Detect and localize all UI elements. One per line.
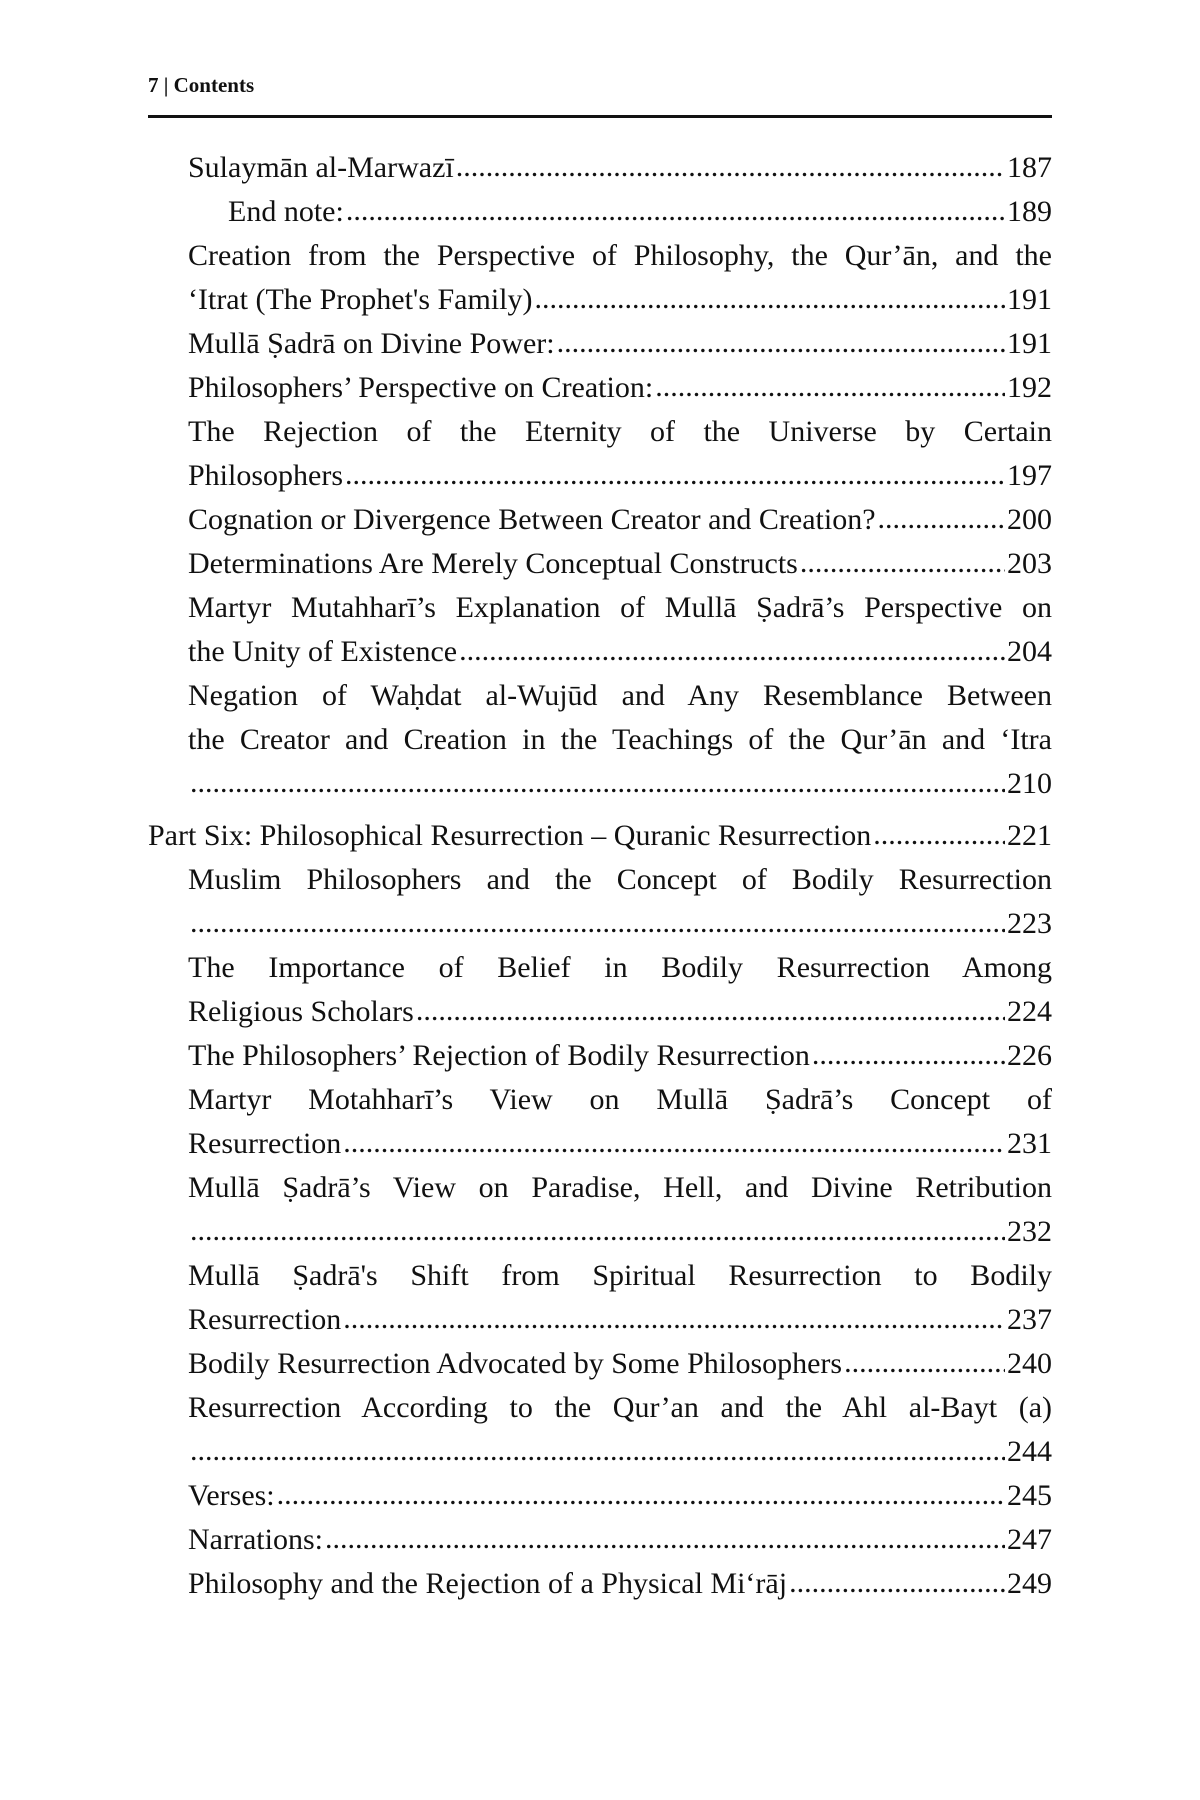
toc-entry-final-line: [188, 498, 1052, 542]
toc-entry-final-line: [188, 1034, 1052, 1078]
toc-entry-final-line: [188, 1298, 1052, 1342]
toc-page-number: 189: [1007, 195, 1052, 228]
toc-entry[interactable]: [148, 1474, 1052, 1518]
toc-entry-final-line: [148, 814, 1052, 858]
toc-entry-final-line: [188, 146, 1052, 190]
toc-entry-title-line: Muslim Philosophers and the Concept of Bodily Resurrection: [188, 863, 1052, 896]
toc-entry-title-line: Mullā Ṣadrā’s View on Paradise, Hell, and Divine Retribution: [188, 1171, 1052, 1204]
toc-page-number: 221: [1007, 819, 1052, 852]
toc-entry-title-line: The Rejection of the Eternity of the Universe by Certain: [188, 415, 1052, 448]
table-of-contents: [148, 146, 1052, 1606]
toc-page-number: 231: [1007, 1127, 1052, 1160]
dot-leader: [190, 761, 1005, 805]
toc-entry-title-line: Narrations:: [188, 1523, 323, 1556]
dot-leader: [325, 1517, 1005, 1561]
toc-entry[interactable]: [148, 1386, 1052, 1474]
dot-leader: [789, 1561, 1005, 1605]
toc-page-number: 223: [1007, 907, 1052, 940]
toc-entry-title-line: Religious Scholars: [188, 995, 414, 1028]
toc-entry-title-line: Mullā Ṣadrā on Divine Power:: [188, 327, 555, 360]
toc-entry-final-line: [188, 990, 1052, 1034]
toc-entry-final-line: [188, 542, 1052, 586]
toc-entry[interactable]: [148, 1562, 1052, 1606]
toc-page-number: 224: [1007, 995, 1052, 1028]
dot-leader: [343, 1297, 1005, 1341]
toc-entry-title-line: Martyr Motahharī’s View on Mullā Ṣadrā’s Concept of: [188, 1083, 1052, 1116]
dot-leader: [343, 1121, 1005, 1165]
toc-entry-final-line: [188, 366, 1052, 410]
toc-entry-final-line: [188, 1562, 1052, 1606]
toc-entry-title-line: ‘Itrat (The Prophet's Family): [188, 283, 533, 316]
toc-entry[interactable]: [148, 190, 1052, 234]
running-header: [148, 72, 1052, 118]
toc-entry-final-line: [188, 1342, 1052, 1386]
toc-page-number: 187: [1007, 151, 1052, 184]
toc-page-number: 210: [1007, 767, 1052, 800]
toc-entry-title-line: The Philosophers’ Rejection of Bodily Resurrection: [188, 1039, 810, 1072]
header-separator: |: [158, 73, 174, 97]
toc-entry-title-line: Negation of Waḥdat al-Wujūd and Any Resemblance Between: [188, 679, 1052, 712]
toc-entry-final-line: [188, 630, 1052, 674]
toc-entry[interactable]: [148, 498, 1052, 542]
toc-entry-title-line: Resurrection According to the Qur’an and the Ahl al-Bayt (a): [188, 1391, 1052, 1424]
toc-entry-title-line: Bodily Resurrection Advocated by Some Philosophers: [188, 1347, 843, 1380]
dot-leader: [190, 1209, 1005, 1253]
header-page-number: 7: [148, 73, 159, 97]
toc-entry[interactable]: [148, 586, 1052, 674]
toc-entry-final-line: [188, 902, 1052, 946]
toc-page-number: 247: [1007, 1523, 1052, 1556]
toc-entry[interactable]: [148, 410, 1052, 498]
dot-leader: [416, 989, 1005, 1033]
toc-page-number: 249: [1007, 1567, 1052, 1600]
toc-entry-final-line: [188, 1210, 1052, 1254]
toc-page-number: 200: [1007, 503, 1052, 536]
dot-leader: [535, 277, 1006, 321]
toc-entry[interactable]: [148, 1518, 1052, 1562]
toc-entry-title-line: The Importance of Belief in Bodily Resurrection Among: [188, 951, 1052, 984]
toc-entry[interactable]: [148, 322, 1052, 366]
toc-entry-final-line: [188, 278, 1052, 322]
toc-entry-final-line: [188, 1430, 1052, 1474]
toc-entry-final-line: [188, 762, 1052, 806]
dot-leader: [459, 629, 1005, 673]
dot-leader: [346, 189, 1005, 233]
dot-leader: [844, 1341, 1005, 1385]
dot-leader: [878, 497, 1005, 541]
toc-entry[interactable]: [148, 814, 1052, 858]
toc-entry-title-line: Mullā Ṣadrā's Shift from Spiritual Resurrection to Bodily: [188, 1259, 1052, 1292]
toc-page-number: 226: [1007, 1039, 1052, 1072]
toc-page-number: 192: [1007, 371, 1052, 404]
toc-entry[interactable]: [148, 1342, 1052, 1386]
toc-entry[interactable]: [148, 234, 1052, 322]
dot-leader: [345, 453, 1005, 497]
toc-page-number: 232: [1007, 1215, 1052, 1248]
toc-entry-title-line: Resurrection: [188, 1127, 342, 1160]
toc-entry-final-line: [188, 454, 1052, 498]
toc-entry-final-line: [228, 190, 1052, 234]
toc-page-number: 191: [1007, 327, 1052, 360]
dot-leader: [655, 365, 1005, 409]
dot-leader: [456, 145, 1005, 189]
toc-entry-title-line: Martyr Mutahharī’s Explanation of Mullā Ṣadrā’s Perspective on: [188, 591, 1052, 624]
toc-page-number: 203: [1007, 547, 1052, 580]
dot-leader: [190, 1429, 1005, 1473]
dot-leader: [812, 1033, 1005, 1077]
toc-entry-title-line: Philosophers’ Perspective on Creation:: [188, 371, 654, 404]
toc-page-number: 237: [1007, 1303, 1052, 1336]
toc-page-number: 240: [1007, 1347, 1052, 1380]
dot-leader: [873, 813, 1005, 857]
toc-page-number: 197: [1007, 459, 1052, 492]
toc-entry[interactable]: [148, 542, 1052, 586]
toc-entry-title-line: Resurrection: [188, 1303, 342, 1336]
toc-entry-final-line: [188, 1122, 1052, 1166]
toc-entry[interactable]: [148, 366, 1052, 410]
toc-entry-title-line: Sulaymān al-Marwazī: [188, 151, 454, 184]
toc-entry-final-line: [188, 322, 1052, 366]
toc-entry[interactable]: [148, 1078, 1052, 1166]
toc-entry-final-line: [188, 1518, 1052, 1562]
toc-entry[interactable]: [148, 1166, 1052, 1254]
dot-leader: [190, 901, 1005, 945]
toc-entry-title-line: the Unity of Existence: [188, 635, 458, 668]
toc-page-number: 245: [1007, 1479, 1052, 1512]
toc-entry-title-line: Part Six: Philosophical Resurrection – Quranic Resurrection: [148, 819, 872, 852]
toc-page-number: 244: [1007, 1435, 1052, 1468]
toc-entry-title-line: Cognation or Divergence Between Creator and Creation?: [188, 503, 876, 536]
toc-entry[interactable]: [148, 1254, 1052, 1342]
header-section-title: Contents: [173, 73, 255, 97]
toc-entry[interactable]: [148, 146, 1052, 190]
toc-entry-title-line: the Creator and Creation in the Teachings of the Qur’ān and ‘Itra: [188, 723, 1052, 756]
toc-entry-title-line: Philosophers: [188, 459, 344, 492]
dot-leader: [557, 321, 1005, 365]
dot-leader: [277, 1473, 1005, 1517]
toc-entry[interactable]: [148, 674, 1052, 806]
toc-entry-final-line: [188, 1474, 1052, 1518]
toc-entry-title-line: Determinations Are Merely Conceptual Constructs: [188, 547, 798, 580]
toc-entry[interactable]: [148, 858, 1052, 946]
dot-leader: [800, 541, 1005, 585]
toc-entry-title-line: Verses:: [188, 1479, 275, 1512]
toc-page-number: 204: [1007, 635, 1052, 668]
toc-entry[interactable]: [148, 1034, 1052, 1078]
toc-entry-title-line: Philosophy and the Rejection of a Physical Mi‘rāj: [188, 1567, 788, 1600]
toc-entry-title-line: End note:: [228, 195, 344, 228]
toc-page-number: 191: [1007, 283, 1052, 316]
toc-entry-title-line: Creation from the Perspective of Philosophy, the Qur’ān, and the: [188, 239, 1052, 272]
toc-entry[interactable]: [148, 946, 1052, 1034]
